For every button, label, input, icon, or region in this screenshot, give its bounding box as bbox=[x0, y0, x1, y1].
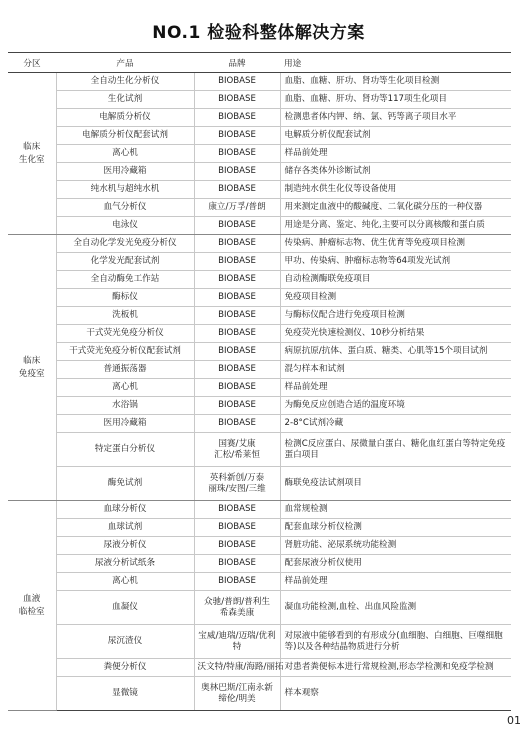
usage-cell: 传染病、肿瘤标志物、优生优育等免疫项目检测 bbox=[280, 235, 511, 253]
usage-cell: 凝血功能检测,血栓、出血风险监测 bbox=[280, 591, 511, 625]
product-cell: 化学发光配套试剂 bbox=[56, 253, 194, 271]
table-row bbox=[8, 73, 511, 91]
product-cell: 洗板机 bbox=[56, 307, 194, 325]
usage-cell: 血脂、血糖、肝功、肾功等生化项目检测 bbox=[280, 73, 511, 91]
usage-cell: 样品前处理 bbox=[280, 573, 511, 591]
product-cell: 尿液分析仪 bbox=[56, 537, 194, 555]
product-cell: 尿液分析试纸条 bbox=[56, 555, 194, 573]
usage-cell: 样本观察 bbox=[280, 677, 511, 711]
brand-cell: BIOBASE bbox=[194, 361, 280, 379]
product-cell: 电解质分析仪 bbox=[56, 109, 194, 127]
usage-cell: 免疫荧光快速检测仪、10秒分析结果 bbox=[280, 325, 511, 343]
brand-cell: BIOBASE bbox=[194, 537, 280, 555]
table-row bbox=[8, 573, 511, 591]
table-row bbox=[8, 555, 511, 573]
usage-cell: 血常规检测 bbox=[280, 501, 511, 519]
table-row bbox=[8, 163, 511, 181]
table-row bbox=[8, 289, 511, 307]
table-row bbox=[8, 253, 511, 271]
table-row bbox=[8, 325, 511, 343]
table-row bbox=[8, 379, 511, 397]
table-row bbox=[8, 271, 511, 289]
product-cell: 酶免试剂 bbox=[56, 467, 194, 501]
table-row bbox=[8, 519, 511, 537]
product-cell: 显微镜 bbox=[56, 677, 194, 711]
brand-cell: 康立/万孚/普朗 bbox=[194, 199, 280, 217]
brand-cell: BIOBASE bbox=[194, 253, 280, 271]
usage-cell: 储存各类体外诊断试剂 bbox=[280, 163, 511, 181]
brand-cell: BIOBASE bbox=[194, 573, 280, 591]
zone-cell: 血液 临检室 bbox=[8, 501, 56, 711]
header-usage: 用途 bbox=[280, 53, 511, 73]
product-cell: 全自动酶免工作站 bbox=[56, 271, 194, 289]
product-cell: 离心机 bbox=[56, 145, 194, 163]
page-number: 01 bbox=[507, 714, 521, 727]
solution-table bbox=[8, 52, 511, 711]
brand-cell: 国赛/艾康 汇松/希莱恒 bbox=[194, 433, 280, 467]
product-cell: 全自动生化分析仪 bbox=[56, 73, 194, 91]
table-row bbox=[8, 415, 511, 433]
table-row bbox=[8, 501, 511, 519]
product-cell: 尿沉渣仪 bbox=[56, 625, 194, 659]
table-row bbox=[8, 397, 511, 415]
product-cell: 特定蛋白分析仪 bbox=[56, 433, 194, 467]
table-row bbox=[8, 199, 511, 217]
table-row bbox=[8, 235, 511, 253]
usage-cell: 为酶免反应创造合适的温度环境 bbox=[280, 397, 511, 415]
usage-cell: 检测患者体内钾、纳、氯、钙等离子项目水平 bbox=[280, 109, 511, 127]
brand-cell: BIOBASE bbox=[194, 91, 280, 109]
table-row bbox=[8, 127, 511, 145]
usage-cell: 混匀样本和试剂 bbox=[280, 361, 511, 379]
table-row bbox=[8, 145, 511, 163]
usage-cell: 用来测定血液中的酸碱度、二氧化碳分压的一种仪器 bbox=[280, 199, 511, 217]
usage-cell: 自动检测酶联免疫项目 bbox=[280, 271, 511, 289]
brand-cell: BIOBASE bbox=[194, 163, 280, 181]
product-cell: 干式荧光免疫分析仪 bbox=[56, 325, 194, 343]
table-row bbox=[8, 537, 511, 555]
brand-cell: 沃文特/特康/海路/丽拓 bbox=[194, 659, 280, 677]
brand-cell: BIOBASE bbox=[194, 73, 280, 91]
brand-cell: BIOBASE bbox=[194, 289, 280, 307]
product-cell: 粪便分析仪 bbox=[56, 659, 194, 677]
brand-cell: 奥林巴斯/江南永新 缔伦/明美 bbox=[194, 677, 280, 711]
brand-cell: BIOBASE bbox=[194, 127, 280, 145]
header-brand: 品牌 bbox=[194, 53, 280, 73]
table-row bbox=[8, 343, 511, 361]
usage-cell: 肾脏功能、泌尿系统功能检测 bbox=[280, 537, 511, 555]
product-cell: 血凝仪 bbox=[56, 591, 194, 625]
usage-cell: 酶联免疫法试剂项目 bbox=[280, 467, 511, 501]
usage-cell: 用途是分离、鉴定、纯化,主要可以分离核酸和蛋白质 bbox=[280, 217, 511, 235]
brand-cell: BIOBASE bbox=[194, 271, 280, 289]
usage-cell: 配套尿液分析仪使用 bbox=[280, 555, 511, 573]
table-row bbox=[8, 91, 511, 109]
table-row bbox=[8, 677, 511, 711]
zone-cell: 临床 免疫室 bbox=[8, 235, 56, 501]
product-cell: 酶标仪 bbox=[56, 289, 194, 307]
brand-cell: BIOBASE bbox=[194, 109, 280, 127]
brand-cell: BIOBASE bbox=[194, 145, 280, 163]
brand-cell: BIOBASE bbox=[194, 217, 280, 235]
product-cell: 纯水机与超纯水机 bbox=[56, 181, 194, 199]
usage-cell: 免疫项目检测 bbox=[280, 289, 511, 307]
product-cell: 全自动化学发光免疫分析仪 bbox=[56, 235, 194, 253]
product-cell: 血球分析仪 bbox=[56, 501, 194, 519]
header-product: 产品 bbox=[56, 53, 194, 73]
table-row bbox=[8, 109, 511, 127]
usage-cell: 制造纯水供生化仪等设备使用 bbox=[280, 181, 511, 199]
usage-cell: 与酶标仪配合进行免疫项目检测 bbox=[280, 307, 511, 325]
table-row bbox=[8, 307, 511, 325]
brand-cell: 英科新创/万泰 丽珠/安图/三维 bbox=[194, 467, 280, 501]
usage-cell: 电解质分析仪配套试剂 bbox=[280, 127, 511, 145]
brand-cell: BIOBASE bbox=[194, 235, 280, 253]
usage-cell: 配套血球分析仪检测 bbox=[280, 519, 511, 537]
product-cell: 普通振荡器 bbox=[56, 361, 194, 379]
zone-cell: 临床 生化室 bbox=[8, 73, 56, 235]
product-cell: 医用冷藏箱 bbox=[56, 163, 194, 181]
usage-cell: 病原抗原/抗体、蛋白质、糖类、心肌等15个项目试剂 bbox=[280, 343, 511, 361]
usage-cell: 对尿液中能够看到的有形成分(血细胞、白细胞、巨噬细胞等)以及各种结晶物质进行分析 bbox=[280, 625, 511, 659]
product-cell: 电解质分析仪配套试剂 bbox=[56, 127, 194, 145]
brand-cell: 宝威/迪瑞/迈瑞/优利特 bbox=[194, 625, 280, 659]
brand-cell: BIOBASE bbox=[194, 555, 280, 573]
table-row bbox=[8, 591, 511, 625]
table-row bbox=[8, 433, 511, 467]
usage-cell: 甲功、传染病、肿瘤标志物等64项发光试剂 bbox=[280, 253, 511, 271]
usage-cell: 样品前处理 bbox=[280, 145, 511, 163]
usage-cell: 血脂、血糖、肝功、肾功等117项生化项目 bbox=[280, 91, 511, 109]
product-cell: 生化试剂 bbox=[56, 91, 194, 109]
table-body bbox=[8, 73, 511, 711]
product-cell: 血气分析仪 bbox=[56, 199, 194, 217]
table-header-row bbox=[8, 53, 511, 73]
table-row bbox=[8, 181, 511, 199]
usage-cell: 对患者粪便标本进行常规检测,形态学检测和免疫学检测 bbox=[280, 659, 511, 677]
table-row bbox=[8, 467, 511, 501]
brand-cell: BIOBASE bbox=[194, 379, 280, 397]
product-cell: 离心机 bbox=[56, 379, 194, 397]
table-row bbox=[8, 361, 511, 379]
product-cell: 医用冷藏箱 bbox=[56, 415, 194, 433]
header-zone: 分区 bbox=[8, 53, 56, 73]
product-cell: 血球试剂 bbox=[56, 519, 194, 537]
product-cell: 电泳仪 bbox=[56, 217, 194, 235]
table-row bbox=[8, 625, 511, 659]
brand-cell: BIOBASE bbox=[194, 325, 280, 343]
product-cell: 干式荧光免疫分析仪配套试剂 bbox=[56, 343, 194, 361]
brand-cell: BIOBASE bbox=[194, 415, 280, 433]
brand-cell: BIOBASE bbox=[194, 181, 280, 199]
usage-cell: 2-8°C试剂冷藏 bbox=[280, 415, 511, 433]
brand-cell: BIOBASE bbox=[194, 397, 280, 415]
product-cell: 离心机 bbox=[56, 573, 194, 591]
page-title: NO.1 检验科整体解决方案 bbox=[152, 23, 365, 43]
brand-cell: BIOBASE bbox=[194, 343, 280, 361]
usage-cell: 样品前处理 bbox=[280, 379, 511, 397]
brand-cell: BIOBASE bbox=[194, 501, 280, 519]
table-row bbox=[8, 217, 511, 235]
product-cell: 水浴锅 bbox=[56, 397, 194, 415]
table-row bbox=[8, 659, 511, 677]
brand-cell: BIOBASE bbox=[194, 519, 280, 537]
brand-cell: BIOBASE bbox=[194, 307, 280, 325]
brand-cell: 众驰/普朗/普利生 希森美康 bbox=[194, 591, 280, 625]
usage-cell: 检测C反应蛋白、尿微量白蛋白、糖化血红蛋白等特定免疫蛋白项目 bbox=[280, 433, 511, 467]
